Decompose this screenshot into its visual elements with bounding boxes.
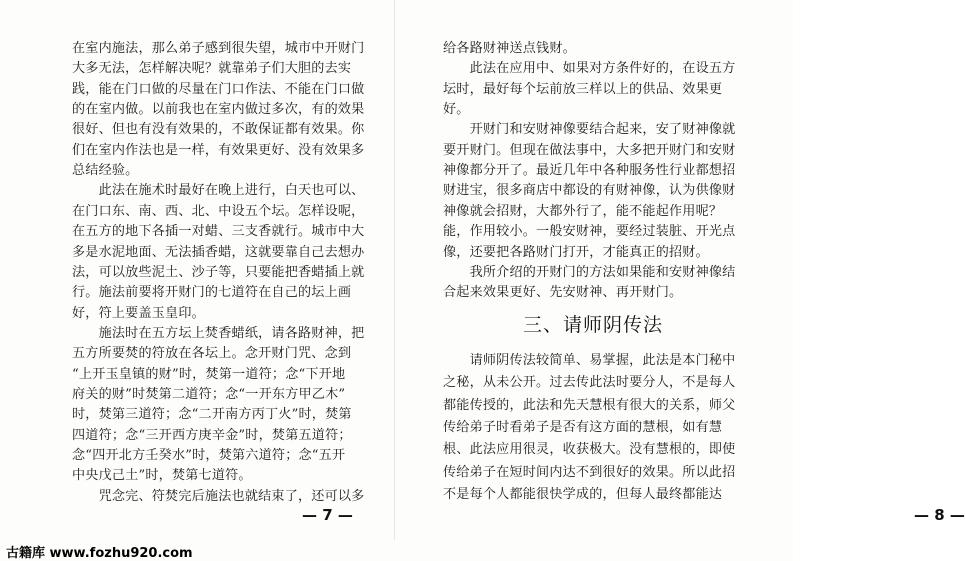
- text-line: 此法在施术时最好在晚上进行，白天也可以、: [72, 183, 365, 199]
- text-line: 像，还要把各路财门打开，才能真正的招财。: [443, 244, 709, 260]
- text-line: 四道符；念“三开西方庚辛金”时，焚第五道符；: [72, 427, 352, 443]
- left-page-number: — 7 —: [302, 506, 353, 524]
- text-line: 不是每个人都能很快学成的，但每人最终都能达: [443, 486, 723, 502]
- text-line: 行。施法前要将开财门的七道符在自己的坛上画: [72, 285, 352, 301]
- text-line: 都能传授的，此法和先天慧根有很大的关系，师父: [443, 397, 736, 413]
- text-line: 给各路财神送点钱财。: [443, 41, 576, 56]
- site-footer-watermark: 古籍库 www.fozhu920.com: [6, 546, 193, 561]
- text-line: 好，符上要盖玉皇印。: [72, 305, 205, 321]
- text-line: “上开玉皇镇的财”时，焚第一道符；念“下开地: [72, 366, 346, 382]
- text-line: 根、此法应用很灵，收获极大。没有慧根的，即使: [443, 442, 736, 458]
- text-line: 开财门和安财神像要结合起来，安了财神像就: [443, 122, 736, 138]
- text-line: 府关的财”时焚第二道符；念“一开东方甲乙木”: [72, 386, 346, 402]
- text-line: 能，作用较小。一般安财神，要经过装脏、开光点: [443, 224, 736, 240]
- text-line: 合起来效果更好、先安财神、再开财门。: [443, 285, 683, 301]
- section-heading: 三、请师阴传法: [523, 314, 664, 336]
- text-line: 在五方的地下各插一对蜡、三支香就行。城市中大: [72, 224, 365, 240]
- text-line: 请师阴传法较简单、易掌握，此法是本门秘中: [443, 353, 736, 368]
- text-line: 时，焚第三道符；念“二开南方丙丁火”时，焚第: [72, 407, 352, 423]
- text-line: 很好、但也有没有效果的，不敢保证都有效果。你: [72, 122, 365, 138]
- text-line: 法，可以放些泥土、沙子等，只要能把香蜡插上就: [72, 264, 365, 280]
- text-line: 践，能在门口做的尽量在门口作法、不能在门口做: [72, 81, 365, 97]
- text-line: 在室内施法，那么弟子感到很失望，城市中开财门: [72, 41, 365, 56]
- text-line: 施法时在五方坛上焚香蜡纸，请各路财神，把: [72, 325, 365, 341]
- text-line: 在门口东、南、西、北、中设五个坛。怎样设呢，: [72, 203, 365, 219]
- text-line: 总结经验。: [72, 163, 139, 179]
- text-line: 的在室内做。以前我也在室内做过多次，有的效果: [72, 102, 365, 118]
- text-line: 要开财门。但现在做法事中，大多把开财门和安财: [443, 142, 736, 158]
- text-line: 五方所要焚的符放在各坛上。念开财门咒、念到: [72, 346, 352, 362]
- right-page-number: — 8 —: [914, 506, 965, 524]
- text-line: 好。: [443, 102, 470, 118]
- text-line: 大多无法，怎样解决呢？就靠弟子们大胆的去实: [72, 61, 352, 77]
- text-line: 此法在应用中、如果对方条件好的，在设五方: [443, 61, 736, 77]
- text-line: 神像都分开了。最近几年中各种服务性行业都想招: [443, 163, 736, 179]
- text-line: 念“四开北方壬癸水”时，焚第六道符；念“五开: [72, 448, 346, 463]
- page-gutter: [394, 0, 395, 540]
- text-line: 咒念完、符焚完后施法也就结束了，还可以多: [72, 488, 365, 504]
- text-line: 财进宝，很多商店中都设的有财神像，认为供像财: [443, 183, 736, 199]
- text-line: 坛时，最好每个坛前放三样以上的供品、效果更: [443, 81, 723, 97]
- text-line: 神像就会招财，大都外行了，能不能起作用呢？: [443, 203, 723, 219]
- text-line: 中央戊己土”时，焚第七道符。: [72, 468, 252, 484]
- text-line: 多是水泥地面、无法插香蜡，这就要靠自己去想办: [72, 244, 365, 260]
- right-page: [443, 0, 965, 540]
- text-line: 们在室内作法也是一样，有效果更好、没有效果多: [72, 142, 365, 158]
- text-line: 之秘，从未公开。过去传此法时要分人，不是每人: [443, 375, 736, 391]
- text-line: 传给弟子时看弟子是否有这方面的慧根，如有慧: [443, 419, 723, 435]
- text-line: 传给弟子在短时间内达不到很好的效果。所以此招: [443, 464, 736, 480]
- text-line: 我所介绍的开财门的方法如果能和安财神像结: [443, 264, 736, 280]
- left-page: [72, 0, 372, 540]
